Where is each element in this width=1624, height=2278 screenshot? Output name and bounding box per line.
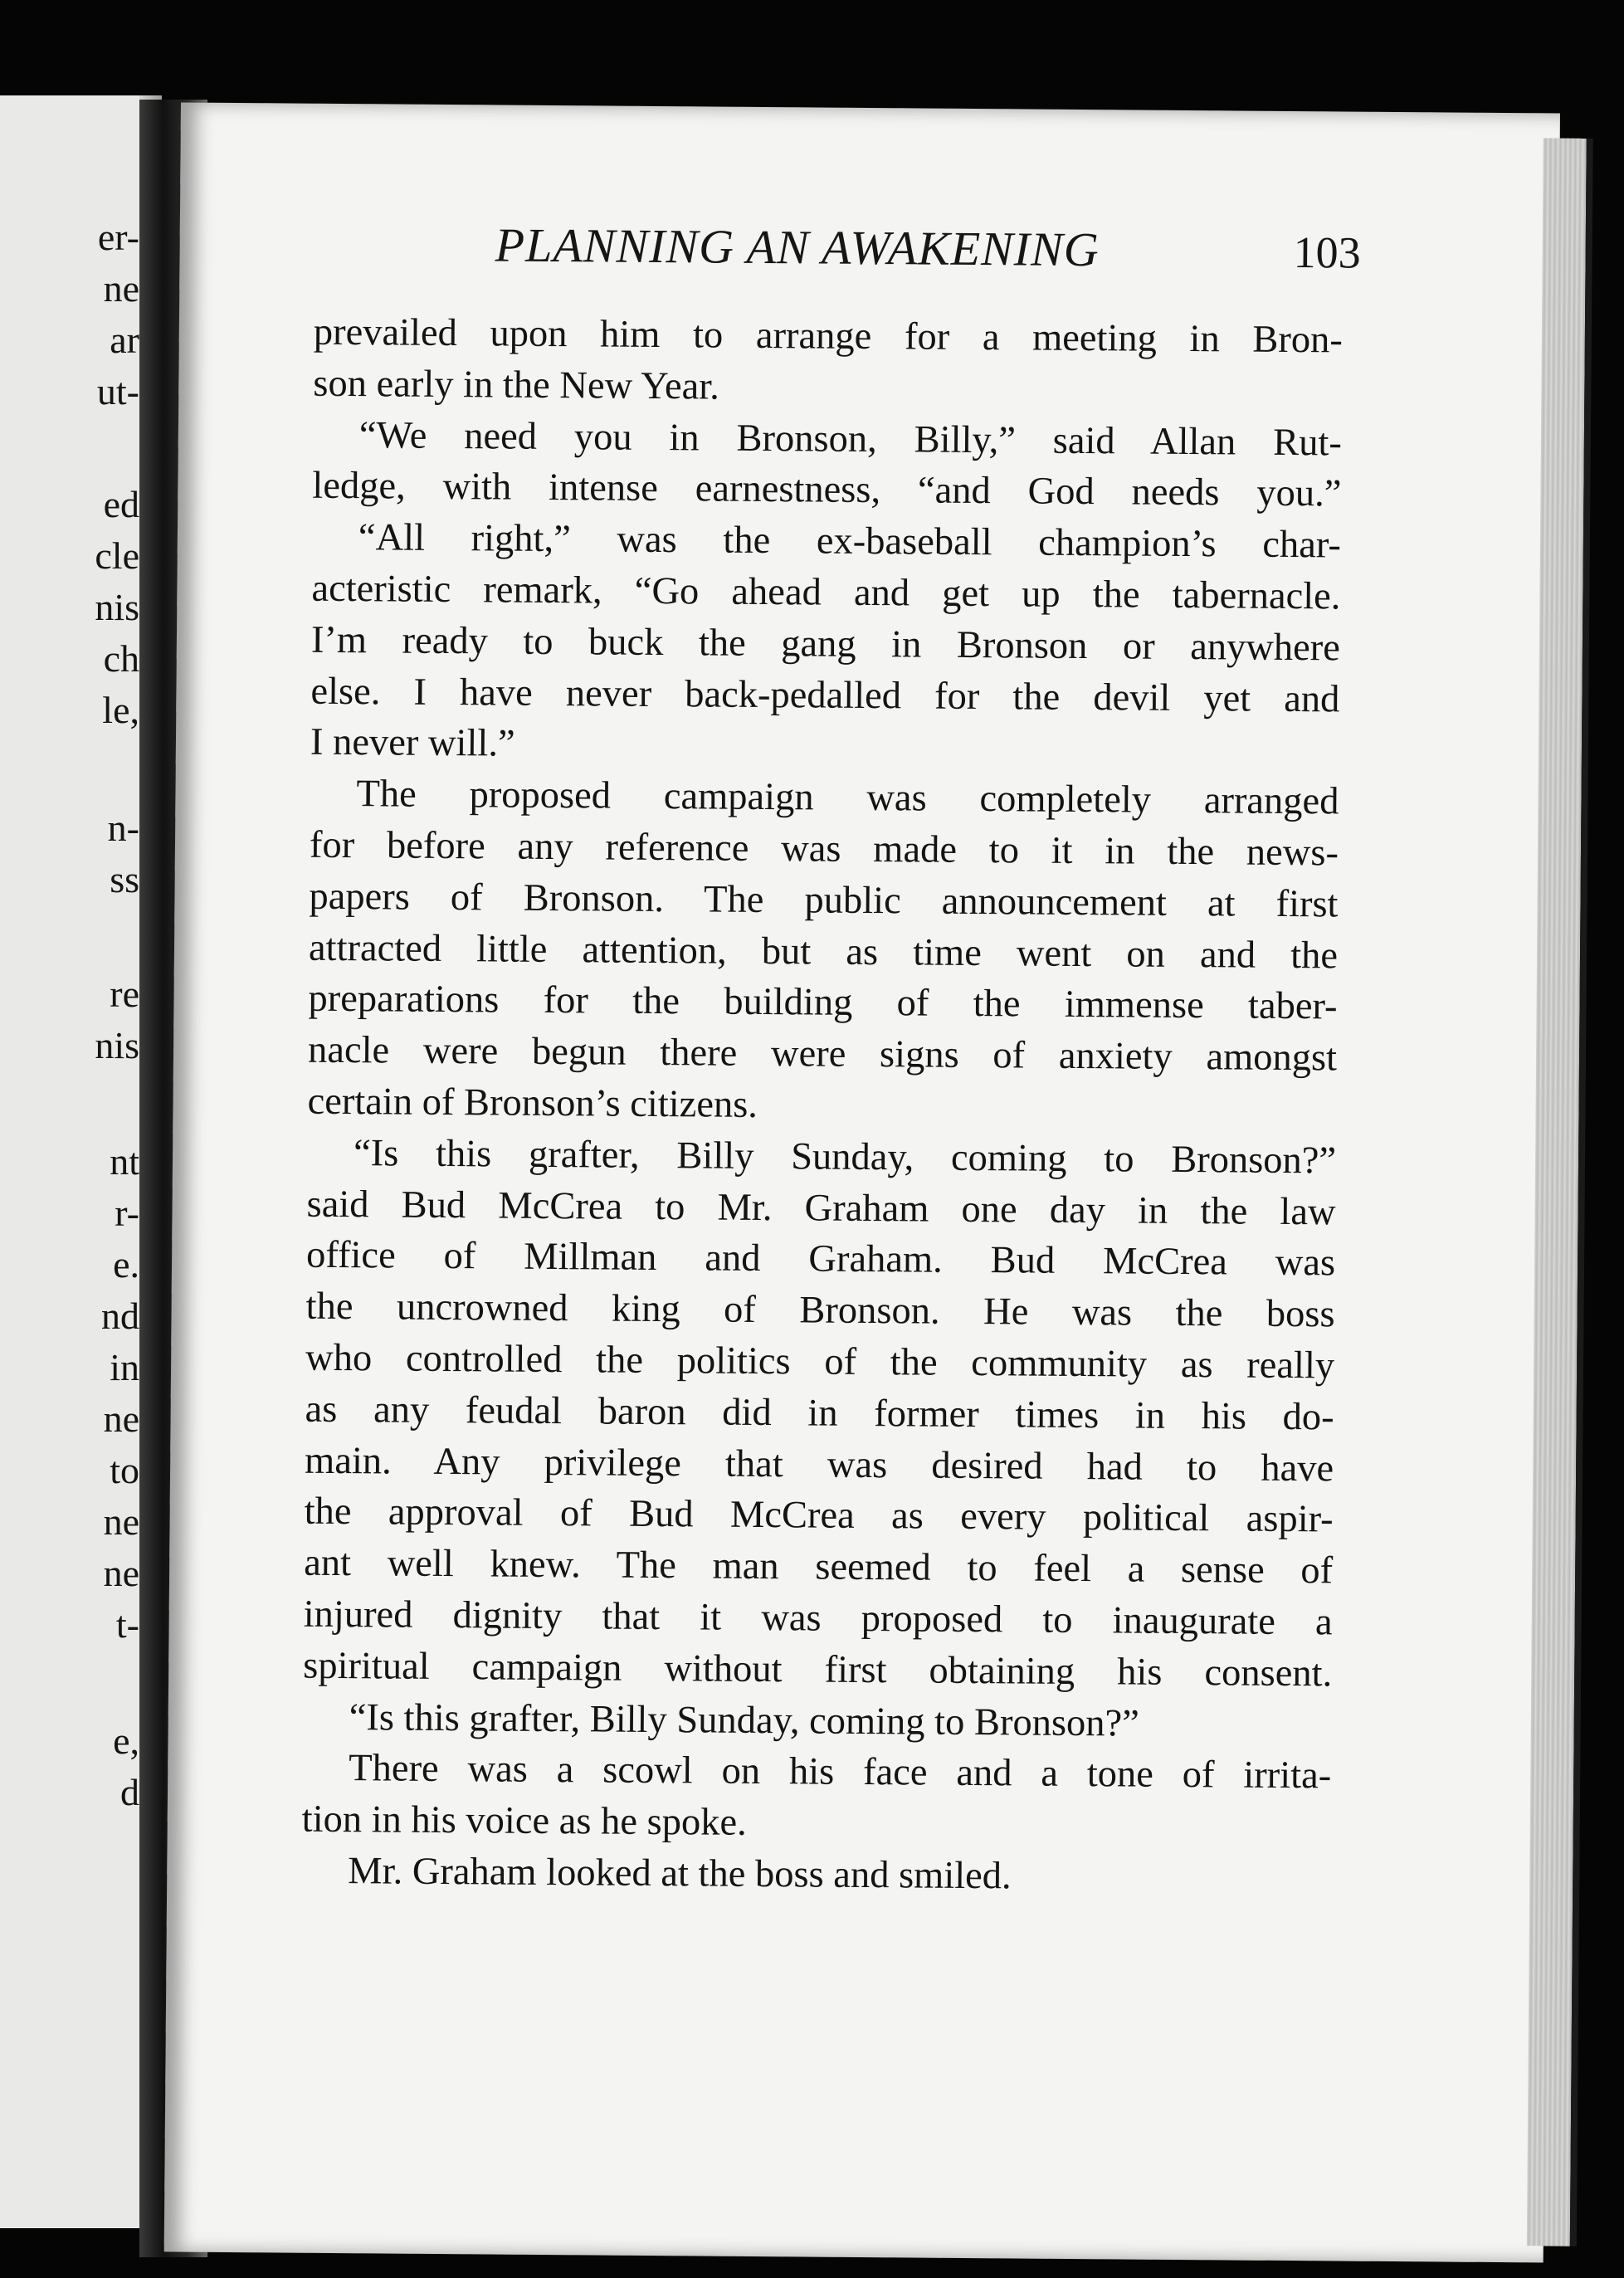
previous-page-fragment: ed <box>103 483 139 525</box>
text-line: attracted little attention, but as time went on and the <box>308 926 1339 978</box>
page-stack-edge <box>1527 138 1593 2246</box>
text-line: office of Millman and Graham. Bud McCrea was <box>305 1234 1336 1285</box>
text-line: “We need you in Bronson, Billy,” said Allan Rut- <box>358 413 1343 465</box>
text-line: I’m ready to buck the gang in Bronson or anywhere <box>310 618 1341 670</box>
text-line: preparations for the building of the immense taber- <box>308 978 1338 1028</box>
text-line: nacle were begun there were signs of anxiety amongst <box>307 1028 1338 1080</box>
previous-page-fragment: er- <box>97 216 139 258</box>
previous-page-fragment: ne <box>103 267 139 310</box>
text-line: Mr. Graham looked at the boss and smiled. <box>348 1850 1012 1898</box>
text-line: “Is this grafter, Billy Sunday, coming to Bronson?” <box>353 1131 1337 1183</box>
text-line: the uncrowned king of Bronson. He was the boss <box>305 1285 1335 1336</box>
previous-page-fragment: ss <box>110 858 139 900</box>
previous-page-fragment: r- <box>115 1192 139 1234</box>
previous-page-fragment: nis <box>95 586 139 628</box>
previous-page-fragment: ch <box>103 637 139 680</box>
previous-page-fragment: to <box>110 1449 139 1491</box>
previous-page-fragment: cle <box>95 534 139 577</box>
text-line: as any feudal baron did in former times in his do- <box>305 1388 1334 1439</box>
text-line: There was a scowl on his face and a tone of irrita- <box>349 1747 1332 1798</box>
previous-page-fragment: e. <box>113 1243 139 1285</box>
text-line: spiritual campaign without first obtaining his consent. <box>303 1644 1333 1695</box>
previous-page-fragment: e, <box>113 1719 139 1762</box>
text-line: ledge, with intense earnestness, “and God needs you.” <box>312 465 1342 515</box>
text-line: ant well knew. The man seemed to feel a sense of <box>304 1541 1334 1593</box>
text-line: son early in the New Year. <box>313 362 720 408</box>
text-line: said Bud McCrea to Mr. Graham one day in the law <box>306 1183 1336 1233</box>
body-text <box>301 307 1343 1905</box>
previous-page-fragment: nt <box>110 1140 139 1183</box>
text-line: prevailed upon him to arrange for a meeting in Bron- <box>313 310 1344 362</box>
previous-page-fragment: le, <box>102 689 139 731</box>
text-line: “All right,” was the ex-baseball champion’s char- <box>358 516 1342 567</box>
text-line: else. I have never back-pedalled for the devil yet and <box>310 670 1340 721</box>
previous-page-fragment: ut- <box>96 370 139 412</box>
previous-page-fragment: re <box>110 973 139 1015</box>
text-line: I never will.” <box>310 721 515 766</box>
previous-page-fragment: n- <box>107 807 139 849</box>
text-line: the approval of Bud McCrea as every political aspir- <box>304 1490 1334 1541</box>
running-title: PLANNING AN AWAKENING <box>495 217 1100 277</box>
previous-page-fragment: in <box>110 1346 139 1388</box>
previous-page-fragment: ar <box>110 319 139 361</box>
page-number: 103 <box>1293 227 1361 278</box>
text-line: for before any reference was made to it in the news- <box>309 823 1339 875</box>
text-line: injured dignity that it was proposed to inaugurate a <box>303 1593 1333 1644</box>
text-line: certain of Bronson’s citizens. <box>307 1080 758 1126</box>
previous-page-fragment: ne <box>103 1552 139 1594</box>
text-line: “Is this grafter, Billy Sunday, coming to Bronson?” <box>349 1695 1140 1745</box>
previous-page-fragment: nd <box>101 1295 139 1337</box>
previous-page-fragment: ne <box>103 1500 139 1543</box>
previous-page-line-endings <box>0 95 139 2228</box>
text-line: main. Any privilege that was desired had to have <box>304 1439 1334 1490</box>
running-head <box>495 217 1524 291</box>
previous-page-edge <box>0 95 162 2228</box>
previous-page-fragment: t- <box>115 1603 139 1646</box>
text-line: tion in his voice as he spoke. <box>301 1798 747 1844</box>
text-line: who controlled the politics of the community as really <box>305 1336 1335 1388</box>
text-line: The proposed campaign was completely arranged <box>356 773 1339 823</box>
text-line: papers of Bronson. The public announcement at first <box>309 875 1339 926</box>
previous-page-fragment: ne <box>103 1398 139 1440</box>
book-page <box>164 102 1560 2262</box>
text-line: acteristic remark, “Go ahead and get up the tabernacle. <box>311 567 1341 618</box>
previous-page-fragment: d <box>120 1771 139 1813</box>
previous-page-fragment: nis <box>95 1024 139 1066</box>
